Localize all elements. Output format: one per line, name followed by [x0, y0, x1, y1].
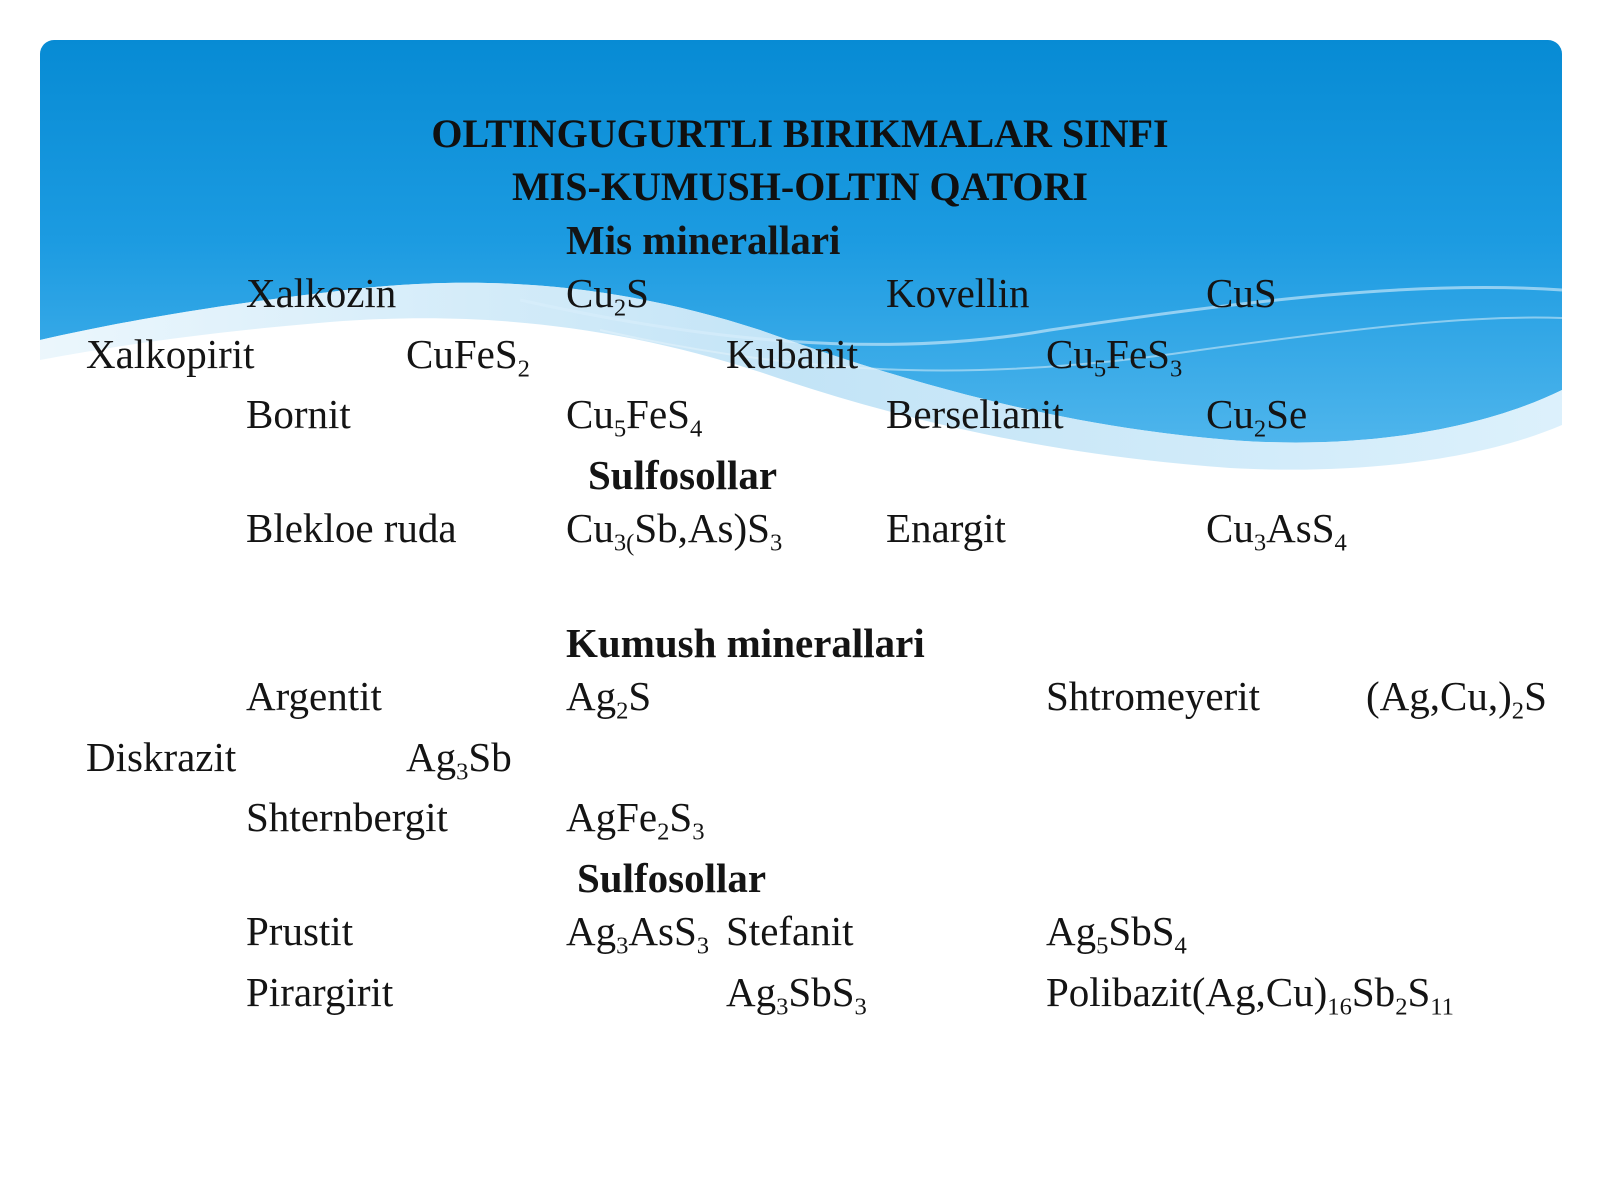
- mineral-name-polibazit: Polibazit: [1046, 969, 1192, 1015]
- formula-kovellin: CuS: [1206, 270, 1277, 316]
- formula-stefanit: $Ag_5SbS_4$: [1046, 908, 1187, 960]
- mineral-name-pirargirit: Pirargirit: [246, 969, 394, 1015]
- mineral-name-prustit: Prustit: [246, 908, 354, 954]
- kumush-sulfosollar-heading: Sulfosollar: [577, 855, 767, 901]
- title-line-1: OLTINGUGURTLI BIRIKMALAR SINFI: [431, 111, 1169, 156]
- formula-prustit: $Ag_3AsS_3$: [566, 908, 710, 960]
- formula-enargit: $Cu_3AsS_4$: [1206, 505, 1347, 557]
- mineral-name-shtromeyerit: Shtromeyerit: [1046, 673, 1261, 719]
- mineral-name-stefanit: Stefanit: [726, 908, 854, 954]
- mineral-name-argentit: Argentit: [246, 673, 382, 719]
- mineral-name-diskrazit: Diskrazit: [86, 734, 237, 780]
- mineral-name-xalkozin: Xalkozin: [246, 270, 397, 316]
- formula-kubanit: $Cu_5FeS_3$: [1046, 331, 1183, 383]
- formula-diskrazit: $Ag_3Sb$: [406, 734, 512, 786]
- formula-shternbergit: $AgFe_2S_3$: [566, 794, 705, 846]
- mineral-name-xalkopirit: Xalkopirit: [86, 331, 255, 377]
- formula-bornit: $Cu_5FeS_4$: [566, 391, 703, 443]
- mineral-name-berselianit: Berselianit: [886, 391, 1064, 437]
- formula-shtromeyerit: $(Ag,Cu,)_2S$: [1366, 673, 1547, 725]
- formula-berselianit: $Cu_2Se$: [1206, 391, 1308, 443]
- mineral-name-kovellin: Kovellin: [886, 270, 1030, 316]
- formula-pirargirit: $Ag_3SbS_3$: [726, 969, 867, 1021]
- kumush-minerallari-heading: Kumush minerallari: [566, 620, 925, 666]
- title-line-2: MIS-KUMUSH-OLTIN QATORI: [511, 164, 1088, 209]
- mineral-name-enargit: Enargit: [886, 505, 1006, 551]
- mineral-polibazit: $Polibazit(Ag,Cu)_{16}Sb_2S_{11}$: [1046, 969, 1454, 1021]
- mineral-name-shternbergit: Shternbergit: [246, 794, 448, 840]
- formula-blekloe-ruda: $Cu_{3(}Sb,As)S_3$: [566, 505, 783, 557]
- formula-argentit: $Ag_2S$: [566, 673, 652, 725]
- formula-xalkopirit: CuFeS$_2$: [406, 331, 530, 383]
- mis-minerallari-heading: Mis minerallari: [566, 217, 841, 263]
- mineral-name-blekloe-ruda: Blekloe ruda: [246, 505, 457, 551]
- mis-sulfosollar-heading: Sulfosollar: [588, 452, 778, 498]
- formula-xalkozin: $Cu_2S$: [566, 270, 649, 322]
- mineral-name-kubanit: Kubanit: [726, 331, 859, 377]
- mineral-name-bornit: Bornit: [246, 391, 351, 437]
